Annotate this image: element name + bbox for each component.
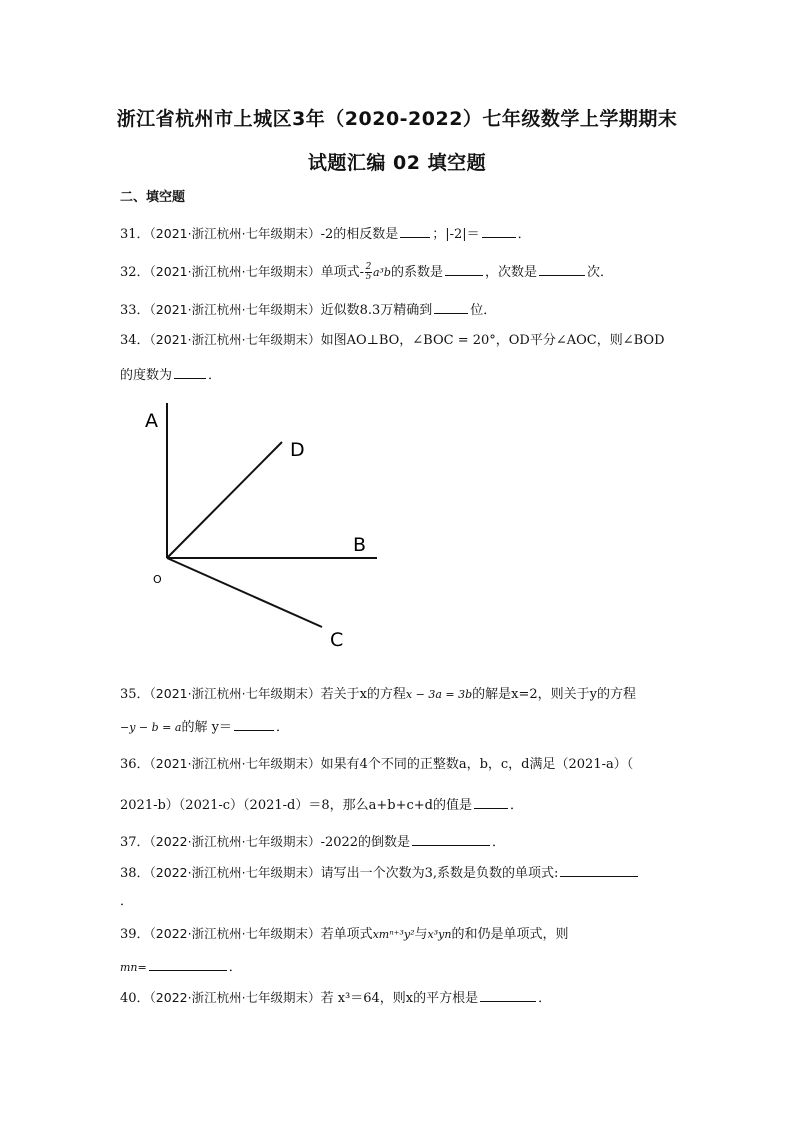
question-39: 39．（2022·浙江杭州·七年级期末）若单项式xmⁿ⁺³y²与x³yn的和仍是单项式，则 <box>120 926 569 942</box>
question-38: 38．（2022·浙江杭州·七年级期末）请写出一个次数为3,系数是负数的单项式: <box>120 863 640 883</box>
question-36: 36．（2021·浙江杭州·七年级期末）如果有4个不同的正整数a，b，c，d满足（2021-a）（ <box>120 756 634 772</box>
question-37: 37．（2022·浙江杭州·七年级期末）-2022的倒数是 ． <box>120 834 506 850</box>
question-35-line2: −y − b = a的解 y＝ ． <box>120 717 289 737</box>
answer-blank[interactable] <box>482 224 516 238</box>
answer-blank[interactable] <box>412 832 490 846</box>
question-31: 31．（2021·浙江杭州·七年级期末）-2的相反数是 ；|-2|＝ ． <box>120 226 531 242</box>
answer-blank[interactable] <box>474 795 508 809</box>
question-35: 35．（2021·浙江杭州·七年级期末）若关于x的方程x − 3a = 3b的解是x=2，则关于y的方程 <box>120 686 636 702</box>
label-D: D <box>290 439 305 461</box>
question-34-line2: 的度数为 ． <box>120 365 221 385</box>
question-40: 40．（2022·浙江杭州·七年级期末）若 x³＝64，则x的平方根是 ． <box>120 990 552 1006</box>
answer-blank[interactable] <box>174 365 206 379</box>
answer-blank[interactable] <box>445 262 483 276</box>
answer-blank[interactable] <box>539 262 585 276</box>
label-A: A <box>145 410 158 432</box>
answer-blank[interactable] <box>434 300 468 314</box>
question-36-line2: 2021-b）（2021-c）（2021-d）＝8，那么a+b+c+d的值是 ． <box>120 795 523 815</box>
answer-blank[interactable] <box>400 224 430 238</box>
angle-figure <box>130 395 390 660</box>
answer-blank[interactable] <box>149 957 227 971</box>
ray-OC <box>167 558 322 627</box>
answer-blank[interactable] <box>480 988 536 1002</box>
question-32: 32．（2021·浙江杭州·七年级期末）单项式- $\frac{2}{5}$ a³b的系数是 ，次数是 次． <box>120 262 614 282</box>
answer-blank[interactable] <box>560 863 638 877</box>
document-title-line1: 浙江省杭州市上城区3年（2020-2022）七年级数学上学期期末 <box>116 108 678 130</box>
label-B: B <box>353 534 367 556</box>
section-heading: 二、填空题 <box>120 190 186 205</box>
label-O: O <box>153 573 162 586</box>
question-39-line2: mn= ． <box>120 957 242 977</box>
label-C: C <box>330 629 344 651</box>
question-38-line2: ． <box>120 894 134 909</box>
fraction: $\frac{2}{5}$ <box>365 262 372 282</box>
question-34: 34．（2021·浙江杭州·七年级期末）如图AO⊥BO，∠BOC = 20°，OD平分∠AOC，则∠BOD <box>120 332 665 348</box>
document-title-line2: 试题汇编 02 填空题 <box>307 152 487 174</box>
answer-blank[interactable] <box>234 717 274 731</box>
ray-OD <box>167 442 282 558</box>
question-33: 33．（2021·浙江杭州·七年级期末）近似数8.3万精确到 位． <box>120 302 497 318</box>
